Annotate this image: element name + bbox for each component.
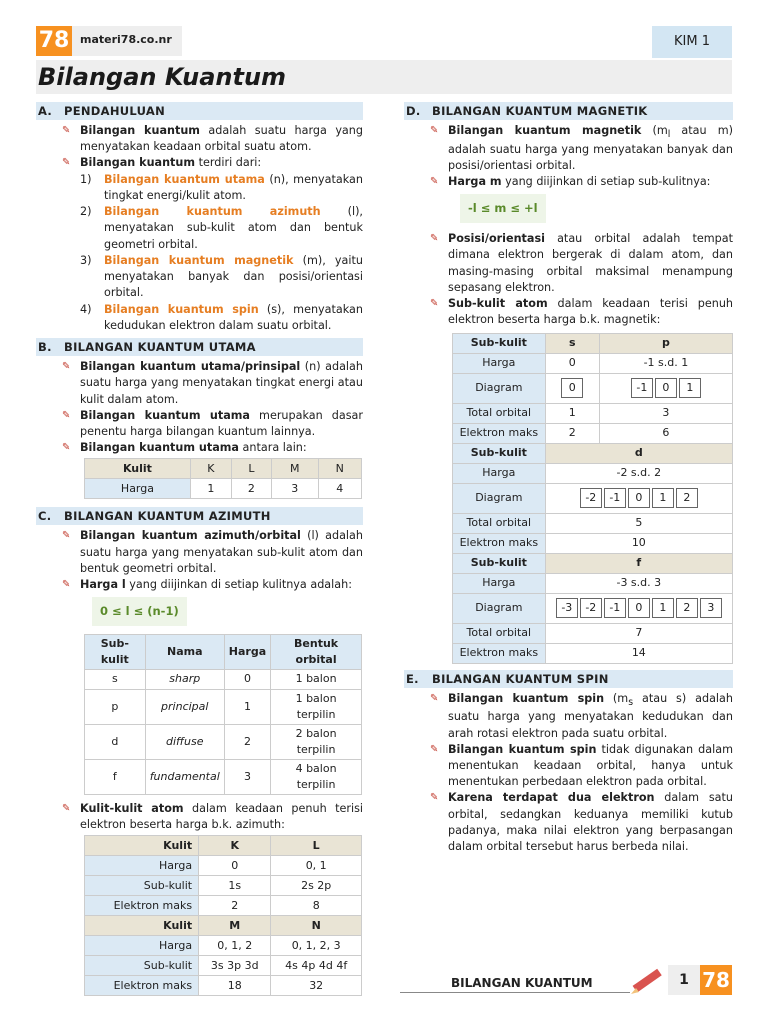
section-b-heading: B. BILANGAN KUANTUM UTAMA — [36, 338, 363, 356]
orbital-box: -1 — [631, 378, 653, 398]
pencil-icon: ✎ — [62, 802, 71, 814]
bullet: ✎ Bilangan kuantum utama/prinsipal (n) adalah suatu harga yang menyatakan tingkat energi atau kulit dalam atom. — [62, 359, 363, 408]
orbital-box: 2 — [676, 488, 698, 508]
kulit-table: Kulit K L M N Harga 1 2 3 4 — [84, 458, 362, 499]
pencil-icon: ✎ — [62, 530, 71, 542]
page-number: 1 — [668, 965, 700, 995]
right-column — [404, 100, 733, 855]
orbital-box: -1 — [604, 488, 626, 508]
brand-logo: 78 — [36, 26, 72, 56]
pencil-icon: ✎ — [62, 361, 71, 373]
orbital-box: 0 — [628, 598, 650, 618]
orbital-box: -2 — [580, 598, 602, 618]
page-title: Bilangan Kuantum — [38, 63, 287, 91]
formula-l: 0 ≤ l ≤ (n-1) — [92, 597, 187, 626]
bullet: ✎ Bilangan kuantum utama merupakan dasar penentu harga bilangan kuantum lainnya. — [62, 408, 363, 440]
formula-m: -l ≤ m ≤ +l — [460, 194, 546, 223]
bullet: ✎ Bilangan kuantum spin ($m_s$ atau s) adalah suatu harga yang menyatakan kedudukan dan arah rotasi elektron pada suatu orbital. — [430, 691, 733, 742]
pencil-icon: ✎ — [62, 409, 71, 421]
bullet: ✎ Sub-kulit atom dalam keadaan terisi penuh elektron beserta harga b.k. magnetik: — [430, 296, 733, 328]
orbital-box: 0 — [628, 488, 650, 508]
bullet: ✎ Bilangan kuantum magnetik ($m_l$ atau m) adalah suatu harga yang menyatakan banyak dan posisi/orientasi orbital. — [430, 123, 733, 174]
bullet: ✎ Posisi/orientasi atau orbital adalah tempat dimana elektron bergerak di dalam atom, dan masing-masing orbital maksimal menampung sepasang elektron. — [430, 231, 733, 296]
site-name: materi78.co.nr — [80, 33, 172, 46]
pencil-icon: ✎ — [430, 792, 439, 804]
pencil-icon: ✎ — [62, 157, 71, 169]
orbital-box: -2 — [580, 488, 602, 508]
orbital-box: 1 — [652, 488, 674, 508]
orbital-box: -3 — [556, 598, 578, 618]
list-item: 4) Bilangan kuantum spin (s), menyatakan kedudukan elektron dalam suatu orbital. — [80, 302, 363, 332]
list-item: 2) Bilangan kuantum azimuth (l), menyatakan sub-kulit atom dan bentuk geometri orbital. — [80, 205, 363, 251]
footer-title: BILANGAN KUANTUM — [451, 976, 593, 990]
list-item: 3) Bilangan kuantum magnetik (m), yaitu menyatakan banyak dan posisi/orientasi orbital. — [80, 253, 363, 300]
bullet: ✎ Bilangan kuantum terdiri dari: — [62, 155, 363, 171]
bullet: ✎ Harga m yang diijinkan di setiap sub-kulitnya: — [430, 174, 733, 190]
bullet: ✎ Bilangan kuantum utama antara lain: — [62, 440, 363, 456]
azimuth-table: Sub-kulit Nama Harga Bentuk orbital s sharp 0 1 balon p principal 1 1 balon terpilin d diffuse 2 2 balon terpilin f fundamental 3 4 balon terpilin — [84, 634, 362, 795]
bullet: ✎ Karena terdapat dua elektron dalam satu orbital, sedangkan keduanya memiliki kutub padanya, maka nilai elektron yang berpasangan dalam orbital tersebut harus berbeda nilai. — [430, 790, 733, 855]
magnetic-table: Sub-kulit s p Harga 0 -1 s.d. 1 Diagram 0 -1 0 1 Total orbital 1 3 Elektron maks 2 6 Sub-kulit d Harga -2 s.d. 2 Diagram -2 -1 0 1 2 Total orbital 5 Elektron maks 10 Sub-kulit f Harga -3 s.d. 3 Diagram -3 -2 -1 0 1 2 3 Total orbital 7 Elektron maks 14 — [452, 333, 733, 664]
pencil-icon: ✎ — [430, 125, 439, 136]
bullet: ✎ Kulit-kulit atom dalam keadaan penuh terisi elektron beserta harga b.k. azimuth: — [62, 801, 363, 833]
orbital-box: 1 — [679, 378, 701, 398]
pencil-icon: ✎ — [62, 579, 71, 591]
subject-tag: KIM 1 — [652, 26, 732, 58]
pencil-icon: ✎ — [62, 442, 71, 454]
pencil-icon: ✎ — [430, 176, 439, 188]
section-e-heading: E. BILANGAN KUANTUM SPIN — [404, 670, 733, 688]
orbital-box: 2 — [676, 598, 698, 618]
pencil-icon: ✎ — [430, 298, 439, 310]
pencil-icon: ✎ — [430, 233, 439, 245]
orbital-box: -1 — [604, 598, 626, 618]
section-c-heading: C. BILANGAN KUANTUM AZIMUTH — [36, 507, 363, 525]
pencil-icon — [628, 962, 668, 998]
bullet: ✎ Bilangan kuantum adalah suatu harga yang menyatakan keadaan orbital suatu atom. — [62, 123, 363, 155]
bullet: ✎ Bilangan kuantum spin tidak digunakan dalam menentukan keadaan orbital, hanya untuk menentukan perbedaan elektron pada orbital. — [430, 742, 733, 791]
list-item: 1) Bilangan kuantum utama (n), menyatakan tingkat energi/kulit atom. — [80, 172, 364, 202]
section-d-heading: D. BILANGAN KUANTUM MAGNETIK — [404, 102, 733, 120]
pencil-icon: ✎ — [430, 743, 439, 755]
bullet: ✎ Bilangan kuantum azimuth/orbital (l) adalah suatu harga yang menyatakan sub-kulit atom dan bentuk geometri orbital. — [62, 528, 363, 577]
pencil-icon: ✎ — [62, 125, 71, 136]
brand-logo-footer: 78 — [700, 965, 732, 995]
orbital-box: 0 — [655, 378, 677, 398]
pencil-icon: ✎ — [430, 692, 439, 704]
left-column — [36, 100, 363, 996]
section-a-heading: A. PENDAHULUAN — [36, 102, 363, 120]
bullet: ✎ Harga l yang diijinkan di setiap kulitnya adalah: — [62, 577, 363, 593]
kulit-azimuth-table: Kulit K L Harga 0 0, 1 Sub-kulit 1s 2s 2p Elektron maks 2 8 Kulit M N Harga 0, 1, 2 0, 1, 2, 3 Sub-kulit 3s 3p 3d 4s 4p 4d 4f Elektron maks 18 32 — [84, 835, 362, 996]
orbital-box: 1 — [652, 598, 674, 618]
orbital-box: 0 — [561, 378, 583, 398]
orbital-box: 3 — [700, 598, 722, 618]
